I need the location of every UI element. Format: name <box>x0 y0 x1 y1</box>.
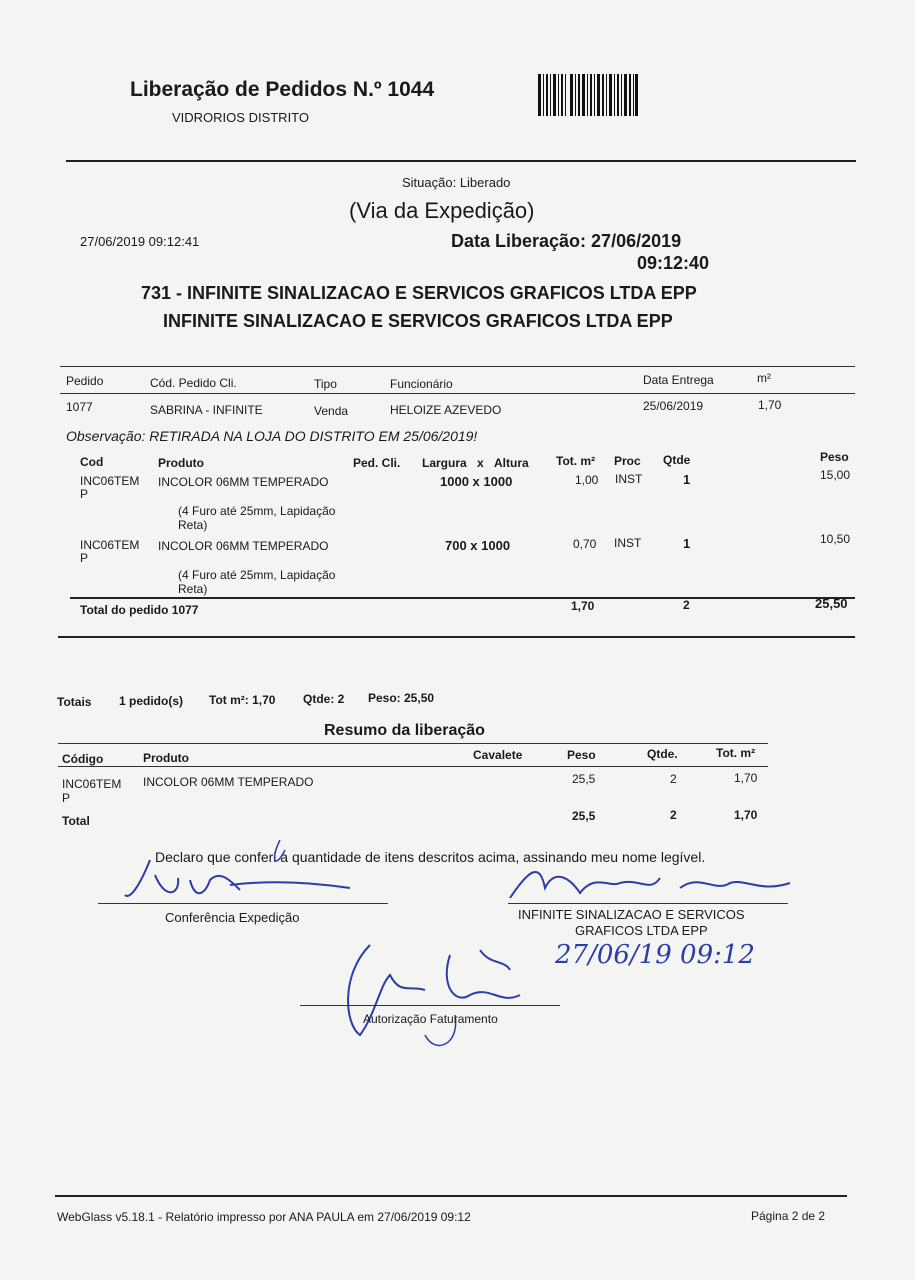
order-total-peso: 25,50 <box>815 596 848 611</box>
val-cod-cli: SABRINA - INFINITE <box>150 403 263 417</box>
client-company: INFINITE SINALIZACAO E SERVICOS <box>518 907 745 922</box>
data-liberacao: Data Liberação: 27/06/2019 <box>451 231 682 251</box>
val-tipo: Venda <box>314 404 349 418</box>
items-col-qtde: Qtde <box>663 453 691 467</box>
resumo-col-peso: Peso <box>567 748 596 762</box>
items-col-peso: Peso <box>820 450 849 464</box>
item1-tot: 1,00 <box>575 473 599 487</box>
item1-note: (4 Furo até 25mm, Lapidação <box>178 504 336 518</box>
resumo-top-line <box>58 743 768 744</box>
client-line <box>508 903 788 904</box>
resumo-row-peso: 25,5 <box>572 772 596 786</box>
observacao: Observação: RETIRADA NA LOJA DO DISTRITO EM 25/06/2019! <box>66 428 478 444</box>
val-funcionario: HELOIZE AZEVEDO <box>390 403 502 417</box>
signature-conferencia <box>110 840 360 920</box>
items-col-tot-m2: Tot. m² <box>556 454 596 468</box>
col-tipo: Tipo <box>314 377 337 391</box>
col-cod-cli: Cód. Pedido Cli. <box>150 376 237 390</box>
totais-peso: Peso: 25,50 <box>368 691 435 705</box>
print-datetime: 27/06/2019 09:12:41 <box>80 234 200 249</box>
client-line1: 731 - INFINITE SINALIZACAO E SERVICOS GRAFICOS LTDA EPP <box>141 283 697 303</box>
totais-m2: Tot m²: 1,70 <box>209 693 276 707</box>
conferencia-label: Conferência Expedição <box>165 910 300 925</box>
footer-page: Página 2 de 2 <box>751 1209 826 1223</box>
resumo-row-qtde: 2 <box>670 772 677 786</box>
val-m2: 1,70 <box>758 398 782 412</box>
resumo-col-tot-m2: Tot. m² <box>716 746 756 760</box>
client-line2: INFINITE SINALIZACAO E SERVICOS GRAFICOS LTDA EPP <box>163 311 673 331</box>
resumo-col-qtde: Qtde. <box>647 747 678 761</box>
items-col-cod: Cod <box>80 455 104 469</box>
col-funcionario: Funcionário <box>390 377 453 391</box>
item2-produto: INCOLOR 06MM TEMPERADO <box>158 539 329 553</box>
totais-label: Totais <box>57 695 92 709</box>
items-col-proc: Proc <box>614 454 641 468</box>
item1-qtde: 1 <box>683 472 691 487</box>
via: (Via da Expedição) <box>349 198 535 223</box>
val-data-entrega: 25/06/2019 <box>643 399 704 413</box>
item1-peso: 15,00 <box>820 468 851 482</box>
autorizacao-line <box>300 1005 560 1006</box>
totais-pedidos: 1 pedido(s) <box>119 694 184 708</box>
items-col-altura: Altura <box>494 456 529 470</box>
item1-dims: 1000 x 1000 <box>440 474 513 489</box>
resumo-header-line <box>58 766 768 767</box>
order-total-label: Total do pedido 1077 <box>80 603 199 617</box>
resumo-row-codigo: INC06TEM <box>62 777 122 791</box>
situacao: Situação: Liberado <box>402 175 511 190</box>
item2-dims: 700 x 1000 <box>445 538 511 553</box>
declaration: Declaro que conferi a quantidade de itens descritos acima, assinando meu nome legível. <box>155 849 706 865</box>
resumo-total-qtde: 2 <box>670 808 677 822</box>
item2-cod: INC06TEM <box>80 538 140 552</box>
item2-note: (4 Furo até 25mm, Lapidação <box>178 568 336 582</box>
resumo-total-label: Total <box>62 814 90 828</box>
item1-cod: INC06TEM <box>80 474 140 488</box>
item2-qtde: 1 <box>683 536 691 551</box>
item2-peso: 10,50 <box>820 532 851 546</box>
item1-proc: INST <box>615 472 643 486</box>
item1-note-cont: Reta) <box>178 518 208 532</box>
resumo-row-codigo-cont: P <box>62 791 71 805</box>
handwritten-date: 27/06/19 09:12 <box>555 940 755 970</box>
items-col-largura: Largura <box>422 456 467 470</box>
totais-qtde: Qtde: 2 <box>303 692 345 706</box>
barcode <box>538 74 638 116</box>
val-pedido: 1077 <box>66 400 93 414</box>
autorizacao-label: Autorização Faturamento <box>363 1012 498 1026</box>
order-header-line <box>60 393 855 394</box>
order-total-m2: 1,70 <box>571 599 595 613</box>
resumo-title: Resumo da liberação <box>324 722 485 739</box>
data-liberacao-time: 09:12:40 <box>637 253 710 273</box>
col-data-entrega: Data Entrega <box>643 373 714 387</box>
col-m2: m² <box>757 371 771 385</box>
resumo-col-produto: Produto <box>143 751 189 765</box>
client-company-cont: GRAFICOS LTDA EPP <box>575 923 708 938</box>
item2-note-cont: Reta) <box>178 582 208 596</box>
item2-proc: INST <box>614 536 642 550</box>
order-bottom-line <box>58 636 855 638</box>
resumo-row-tot-m2: 1,70 <box>734 771 758 785</box>
resumo-row-produto: INCOLOR 06MM TEMPERADO <box>143 775 314 789</box>
items-col-x: x <box>477 456 484 470</box>
order-top-line <box>60 366 855 367</box>
resumo-col-codigo: Código <box>62 752 104 766</box>
report-title: Liberação de Pedidos N.º 1044 <box>130 78 435 101</box>
items-col-produto: Produto <box>158 456 204 470</box>
store-name: VIDRORIOS DISTRITO <box>172 110 309 125</box>
resumo-total-peso: 25,5 <box>572 809 596 823</box>
conferencia-line <box>98 903 388 904</box>
order-total-line <box>70 597 855 599</box>
order-total-qtde: 2 <box>683 598 690 612</box>
header-divider <box>66 160 856 162</box>
item1-produto: INCOLOR 06MM TEMPERADO <box>158 475 329 489</box>
signature-client <box>500 858 800 913</box>
signature-autorizacao <box>330 935 550 1055</box>
item2-cod-cont: P <box>80 551 89 565</box>
item2-tot: 0,70 <box>573 537 597 551</box>
resumo-total-tot-m2: 1,70 <box>734 808 758 822</box>
col-pedido: Pedido <box>66 374 104 388</box>
footer-left: WebGlass v5.18.1 - Relatório impresso por ANA PAULA em 27/06/2019 09:12 <box>57 1210 471 1224</box>
resumo-col-cavalete: Cavalete <box>473 748 523 762</box>
footer-line <box>55 1195 847 1197</box>
item1-cod-cont: P <box>80 487 89 501</box>
items-col-ped-cli: Ped. Cli. <box>353 456 401 470</box>
